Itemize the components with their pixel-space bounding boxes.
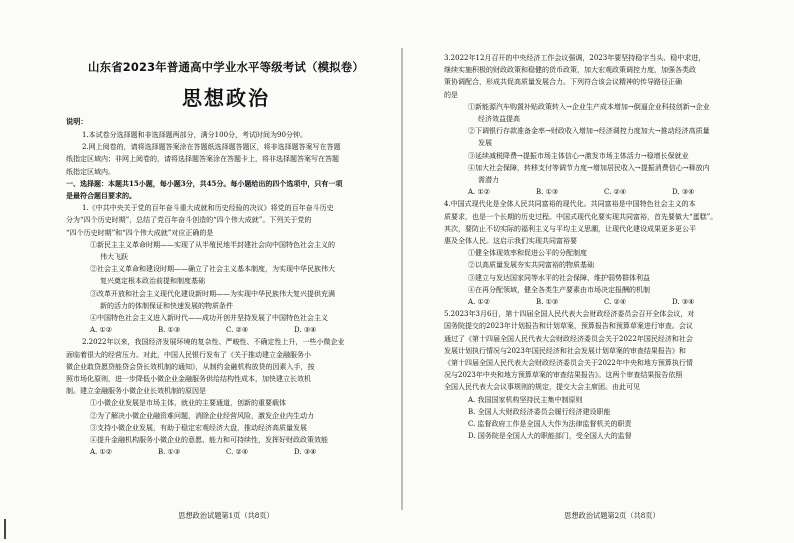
question-stem: 惠及全体人民。这启示我们实现共同富裕要 [444, 237, 577, 246]
option-line: 需潜力 [478, 176, 499, 185]
question-stem: 微企业敢贷愿贷能贷会贷长效机制的通知》，从制约金融机构放贷的因素入手，按 [66, 362, 315, 371]
option-line: ①新能源汽车购置补贴政策转入→企业生产成本增加→倒逼企业科技创新→企业 [468, 102, 710, 111]
subject-title: 思想政治 [182, 86, 270, 110]
notes-label: 说明： [66, 117, 88, 126]
question-stem: 继续实施积极的财政政策和稳健的货币政策，加大宏观政策调控力度，加强各类政 [444, 66, 696, 75]
option-line: C. 监督政府工作是全国人大作为法律监督机关的职责 [468, 420, 632, 429]
question-stem: 通过了《第十四届全国人民代表大会财政经济委员会关于2022年国民经济和社会 [444, 334, 693, 343]
exam-title: 山东省2023年普通高中学业水平等级考试（模拟卷） [88, 60, 364, 74]
choice-c: C. ②④ [604, 188, 627, 197]
choice-a: A. ①② [90, 326, 113, 335]
question-3 [444, 52, 780, 198]
question-stem: 1.《中共中央关于党的百年奋斗重大成就和历史经验的决议》将党的百年奋斗历史 [82, 204, 334, 213]
option-line: 经济效益提高 [478, 115, 520, 124]
section-title: 是最符合题目要求的。 [66, 191, 136, 201]
question-2 [66, 336, 386, 458]
choice-c: C. ②④ [226, 326, 249, 335]
question-stem: 2.2022年以来，我国经济发展环境的复杂性、严峻性、不确定性上升，一些小微企业 [82, 338, 345, 347]
scan-edge-mark [4, 519, 6, 539]
option-line: ④提升金融机构服务小微企业的意愿、能力和可持续性，发挥好财政政策效能 [90, 436, 328, 445]
option-line: B. 全国人大财政经济委员会履行经济建设职能 [468, 407, 611, 416]
question-stem: 分为“四个历史时期”，总结了党百年奋斗创造的“四个伟大成就”。下列关于党的 [66, 216, 312, 225]
choice-b: B. ①③ [158, 448, 181, 457]
choice-d: D. ③④ [294, 326, 317, 335]
note-line: 1.本试卷分选择题和非选择题两部分，满分100分，考试时间为90分钟。 [82, 131, 307, 139]
option-line: 新的活力的体制保证和快速发展的物质条件 [100, 301, 233, 310]
option-line: ①健全体现效率和促进公平的分配制度 [468, 249, 587, 258]
choice-a: A. ①② [90, 448, 113, 457]
question-stem: 全国人民代表大会议事规则的规定，提交大会主席团。由此可见 [444, 383, 640, 392]
answer-choices [444, 296, 780, 308]
question-stem: 4.中国式现代化是全体人民共同富裕的现代化。共同富裕是中国特色社会主义的本 [444, 200, 696, 209]
option-line: 发展 [478, 139, 492, 148]
choice-d: D. ③④ [672, 298, 695, 307]
choice-b: B. ①③ [158, 326, 181, 335]
right-column [404, 0, 794, 543]
option-line: ④中国特色社会主义进入新时代——成功开创并坚持发展了中国特色社会主义 [90, 314, 328, 323]
question-stem: 制。建立金融服务小微企业长效机制的原因是 [66, 387, 206, 396]
option-line: ②为了解决小微企业融资难问题，消除企业经营风险，激发企业内生动力 [90, 411, 314, 420]
option-line: ④在再分配领域，健全各类生产要素由市场决定报酬的机制 [468, 285, 650, 294]
question-stem: 5.2023年3月6日，第十四届全国人民代表大会财政经济委员会召开全体会议，对 [444, 310, 695, 319]
option-line: ①新民主主义革命时期——实现了从半殖民地半封建社会向中国特色社会主义的 [90, 240, 335, 249]
question-stem: 况与2023年中央和地方预算草案的审查结果报告》。这两个审查结果报告依照 [444, 371, 683, 380]
answer-choices [66, 446, 386, 458]
question-stem: 发展计划执行情况与2023年国民经济和社会发展计划草案的审查结果报告》和 [444, 346, 686, 355]
option-line: D. 国务院是全国人大的职能部门，受全国人大的监督 [468, 432, 632, 441]
option-line: A. 我国国家机构坚持民主集中制原则 [468, 395, 583, 404]
answer-choices [66, 324, 386, 336]
choice-c: C. ②④ [604, 298, 627, 307]
option-line: ②社会主义革命和建设时期——确立了社会主义基本制度，为实现中华民族伟大 [90, 265, 335, 274]
option-line: ③支持小微企业发展，有助于稳定宏观经济大盘，推动经济高质量发展 [90, 423, 307, 432]
choice-a: A. ①② [468, 298, 491, 307]
section-title: 一、选择题：本题共15小题，每小题3分，共45分。每小题给出的四个选项中，只有一项 [66, 178, 343, 188]
question-4 [444, 198, 780, 308]
question-stem: 其次，要防止不切实际的福利主义与平均主义思潮，让现代化建设成果更多更公平 [444, 224, 696, 233]
option-line: 伟大飞跃 [100, 253, 128, 262]
option-line: ③延续减税降费→提振市场主体信心→激发市场主体活力→稳增长保就业 [468, 151, 689, 160]
note-line: 纸指定区域内；非网上阅卷的，请将选择题答案涂在答题卡上，将非选择题答案写在答题 [66, 155, 339, 164]
note-line: 2.网上阅卷的，请将选择题答案涂在答题纸选择题答题区，将非选择题答案写在答题 [82, 143, 341, 152]
choice-c: C. ②④ [226, 448, 249, 457]
page-footer: 思想政治试题第2页（共8页） [564, 511, 660, 520]
question-5 [444, 308, 780, 442]
choice-a: A. ①② [468, 188, 491, 197]
question-1 [66, 202, 386, 336]
question-stem: 策协调配合，形成共促高质量发展合力。下列符合该会议精神的传导路径正确 [444, 78, 682, 87]
choice-b: B. ①③ [536, 298, 559, 307]
question-stem: 国务院提交的2023年计划报告和计划草案，预算报告和预算草案进行审查。会议 [444, 322, 693, 331]
question-stem: 质要求，也是一个长期的历史过程。中国式现代化要实现共同富裕，首先要做大“蛋糕”。 [444, 212, 718, 221]
option-line: ③建立与发达国家同等水平的社会保障，维护弱势群体利益 [468, 273, 650, 282]
question-stem: “四个历史时期”和“四个伟大成就”对应正确的是 [66, 228, 214, 237]
option-line: ④加大社会保障，转移支付等调节力度→增加居民收入→提振消费信心→释放内 [468, 163, 710, 172]
option-line: ②下调银行存款准备金率→财政收入增加→经济调控力度加大→推动经济高质量 [468, 127, 710, 136]
page-divider [401, 48, 403, 510]
choice-d: D. ③④ [294, 448, 317, 457]
option-line: ③改革开放和社会主义现代化建设新时期——为实现中华民族伟大复兴提供充满 [90, 289, 335, 298]
option-line: ①小微企业发展是市场主体，就业的主要通道，创新的重要载体 [90, 399, 286, 408]
choice-b: B. ①③ [536, 188, 559, 197]
option-line: 复兴奠定根本政治前提和制度基础 [100, 277, 205, 286]
question-stem: 面临着很大的经营压力。对此，中国人民银行发布了《关于推动建立金融服务小 [66, 350, 311, 359]
question-stem: 照市场化原则，进一步降低小微企业金融服务供给结构性成本，加快建立长效机 [66, 375, 311, 384]
answer-choices [444, 186, 780, 198]
question-stem: 3.2022年12月召开的中央经济工作会议强调，2023年要坚持稳字当头、稳中求进， [444, 54, 706, 62]
page-footer: 思想政治试题第1页（共8页） [178, 511, 274, 520]
note-line: 纸指定区域内。 [66, 167, 115, 176]
question-stem: 的是 [444, 90, 458, 99]
question-stem: 《第十四届全国人民代表大会财政经济委员会关于2022年中央和地方预算执行情 [444, 359, 693, 368]
choice-d: D. ③④ [672, 188, 695, 197]
option-line: ②以高质量发展夯实共同富裕的物质基础 [468, 261, 594, 270]
